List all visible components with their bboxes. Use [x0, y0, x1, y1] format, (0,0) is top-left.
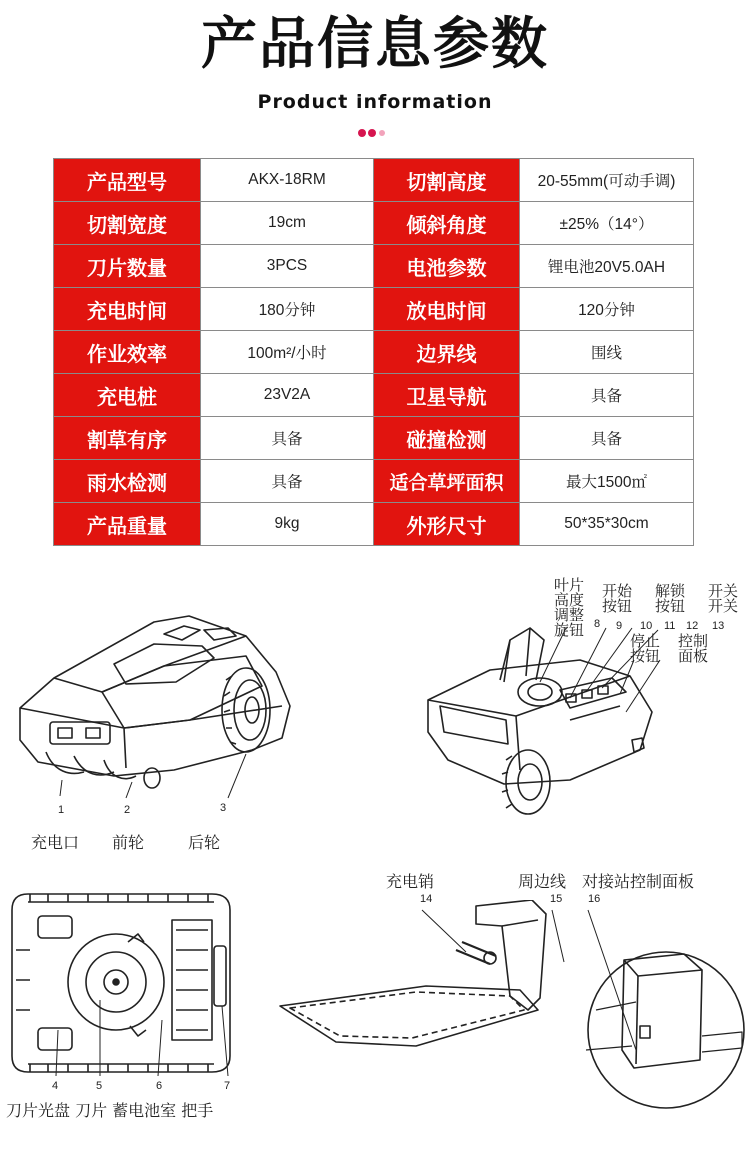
- table-row: [54, 374, 694, 417]
- spec-value: 围线: [520, 331, 694, 374]
- spec-key: 充电桩: [54, 374, 201, 417]
- charging-station-illustration: [276, 900, 746, 1110]
- table-row: [54, 460, 694, 503]
- spec-value: 具备: [201, 460, 374, 503]
- spec-key: 适合草坪面积: [374, 460, 520, 503]
- spec-key: 倾斜角度: [374, 202, 520, 245]
- spec-value: 180分钟: [201, 288, 374, 331]
- spec-value: 9kg: [201, 503, 374, 546]
- spec-key: 充电时间: [54, 288, 201, 331]
- callout-number: 1: [58, 804, 65, 816]
- spec-key: 雨水检测: [54, 460, 201, 503]
- spec-key: 刀片数量: [54, 245, 201, 288]
- callout-number: 10: [640, 620, 653, 632]
- callout-number: 7: [224, 1080, 231, 1092]
- callout-number: 14: [420, 893, 433, 905]
- spec-value: 锂电池20V5.0AH: [520, 245, 694, 288]
- spec-value: 19cm: [201, 202, 374, 245]
- callout-number: 9: [616, 620, 623, 632]
- table-row: [54, 159, 694, 202]
- dot: [379, 130, 385, 136]
- spec-key: 产品型号: [54, 159, 201, 202]
- spec-key: 切割高度: [374, 159, 520, 202]
- spec-value: 具备: [520, 417, 694, 460]
- table-row: [54, 503, 694, 546]
- mower-bottom-illustration: [8, 890, 238, 1080]
- label-rear-wheel: 后轮: [188, 833, 221, 852]
- label-start-button: 开始 按钮: [601, 582, 632, 615]
- label-charging-port: 充电口: [31, 833, 80, 852]
- spec-value: 具备: [520, 374, 694, 417]
- table-row: [54, 331, 694, 374]
- callout-number: 16: [588, 893, 601, 905]
- decorative-dots: [358, 129, 392, 139]
- table-row: [54, 202, 694, 245]
- spec-table: [53, 158, 694, 546]
- spec-value: 100m²/小时: [201, 331, 374, 374]
- callout-number: 8: [594, 618, 601, 630]
- spec-value: AKX-18RM: [201, 159, 374, 202]
- callout-number: 13: [712, 620, 725, 632]
- label-dock-control-panel: 对接站控制面板: [582, 872, 695, 891]
- page-title: 产品信息参数: [201, 12, 549, 77]
- spec-value: 具备: [201, 417, 374, 460]
- spec-value: 50*35*30cm: [520, 503, 694, 546]
- spec-key: 放电时间: [374, 288, 520, 331]
- spec-key: 割草有序: [54, 417, 201, 460]
- spec-key: 切割宽度: [54, 202, 201, 245]
- table-row: [54, 417, 694, 460]
- callout-number: 15: [550, 893, 563, 905]
- callout-number: 5: [96, 1080, 103, 1092]
- table-row: [54, 288, 694, 331]
- page-subtitle: Product information: [257, 91, 493, 113]
- spec-key: 产品重量: [54, 503, 201, 546]
- callout-number: 4: [52, 1080, 59, 1092]
- spec-value: 120分钟: [520, 288, 694, 331]
- label-unlock-button: 解锁 按钮: [654, 582, 685, 615]
- label-front-wheel: 前轮: [112, 833, 145, 852]
- spec-value: ±25%（14°）: [520, 202, 694, 245]
- spec-key: 卫星导航: [374, 374, 520, 417]
- spec-key: 作业效率: [54, 331, 201, 374]
- spec-key: 电池参数: [374, 245, 520, 288]
- dot: [358, 129, 366, 137]
- label-blade-height-knob: 叶片 高度 调整 旋钮: [553, 576, 584, 639]
- label-stop-button: 停止 按钮: [629, 632, 660, 665]
- spec-value: 3PCS: [201, 245, 374, 288]
- spec-key: 碰撞检测: [374, 417, 520, 460]
- spec-value: 23V2A: [201, 374, 374, 417]
- label-switch: 开关 开关: [707, 582, 738, 615]
- spec-value: 20-55mm(可动手调): [520, 159, 694, 202]
- callout-number: 2: [124, 804, 131, 816]
- spec-key: 外形尺寸: [374, 503, 520, 546]
- callout-number: 6: [156, 1080, 163, 1092]
- label-charging-pin: 充电销: [386, 872, 435, 891]
- callout-number: 3: [220, 802, 227, 814]
- mower-front-illustration: [14, 600, 314, 810]
- spec-key: 边界线: [374, 331, 520, 374]
- dot: [368, 129, 376, 137]
- callout-number: 11: [664, 620, 676, 632]
- label-perimeter-wire: 周边线: [518, 872, 567, 891]
- callout-number: 12: [686, 620, 699, 632]
- table-row: [54, 245, 694, 288]
- label-control-panel: 控制 面板: [677, 632, 708, 665]
- label-bottom-parts: 刀片光盘 刀片 蓄电池室 把手: [6, 1101, 214, 1120]
- spec-value: 最大1500㎡: [520, 460, 694, 503]
